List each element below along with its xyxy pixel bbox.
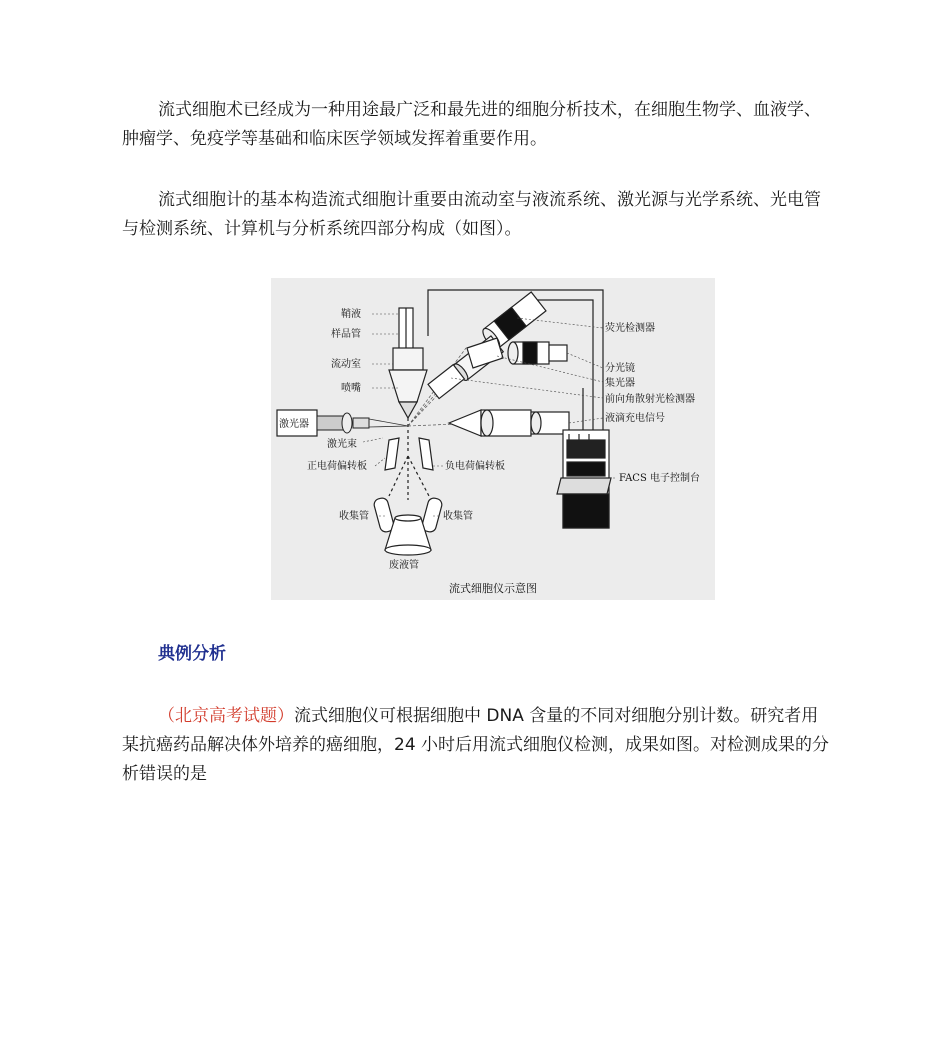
label-flow-chamber: 流动室 bbox=[331, 359, 361, 370]
sample-tube bbox=[399, 308, 413, 350]
example-heading: 典例分析 bbox=[158, 644, 226, 664]
facs-console bbox=[557, 430, 611, 528]
collection-tubes bbox=[373, 497, 443, 555]
structure-paragraph: 流式细胞计的基本构造流式细胞计重要由流动室与液流系统、激光源与光学系统、光电管与检测系统、计算机与分析系统四部分构成（如图）。 bbox=[122, 190, 821, 239]
label-neg-plate: 负电荷偏转板 bbox=[445, 461, 505, 472]
label-laser-beam: 激光束 bbox=[327, 439, 357, 450]
label-collect-left: 收集管 bbox=[339, 511, 369, 522]
intro-paragraph: 流式细胞术已经成为一种用途最广泛和最先进的细胞分析技术，在细胞生物学、血液学、肿瘤学、免疫学等基础和临床医学领域发挥着重要作用。 bbox=[122, 100, 821, 149]
label-sheath: 鞘液 bbox=[341, 309, 361, 320]
example-paragraph bbox=[122, 702, 830, 789]
example-source: （北京高考试题） bbox=[158, 706, 294, 726]
label-condenser: 集光器 bbox=[605, 378, 635, 389]
label-sample-tube: 样品管 bbox=[331, 329, 361, 340]
flow-cytometer-diagram bbox=[271, 278, 715, 600]
label-waste: 废液管 bbox=[389, 560, 419, 571]
label-nozzle: 喷嘴 bbox=[341, 383, 361, 394]
flow-chamber bbox=[389, 348, 427, 418]
label-laser: 激光器 bbox=[279, 419, 309, 430]
example-question: 流式细胞仪可根据细胞中 DNA 含量的不同对细胞分别计数。研究者用某抗癌药品解决体外培养的癌细胞，24 小时后用流式细胞仪检测，成果如图。对检测成果的分析错误的是 bbox=[122, 706, 830, 784]
laser-beam bbox=[369, 419, 408, 427]
label-pos-plate: 正电荷偏转板 bbox=[307, 461, 367, 472]
forward-scatter-detector bbox=[449, 410, 569, 436]
label-forward-scatter: 前向角散射光检测器 bbox=[605, 394, 695, 405]
deflection-plates bbox=[385, 438, 433, 500]
label-droplet-signal: 液滴充电信号 bbox=[605, 413, 665, 424]
label-collect-right: 收集管 bbox=[443, 511, 473, 522]
label-console: FACS 电子控制台 bbox=[619, 473, 700, 484]
label-splitter: 分光镜 bbox=[605, 363, 635, 374]
splitter-detector bbox=[467, 338, 567, 368]
figure-caption: 流式细胞仪示意图 bbox=[449, 582, 537, 595]
label-fluor-detector: 荧光检测器 bbox=[605, 323, 655, 334]
